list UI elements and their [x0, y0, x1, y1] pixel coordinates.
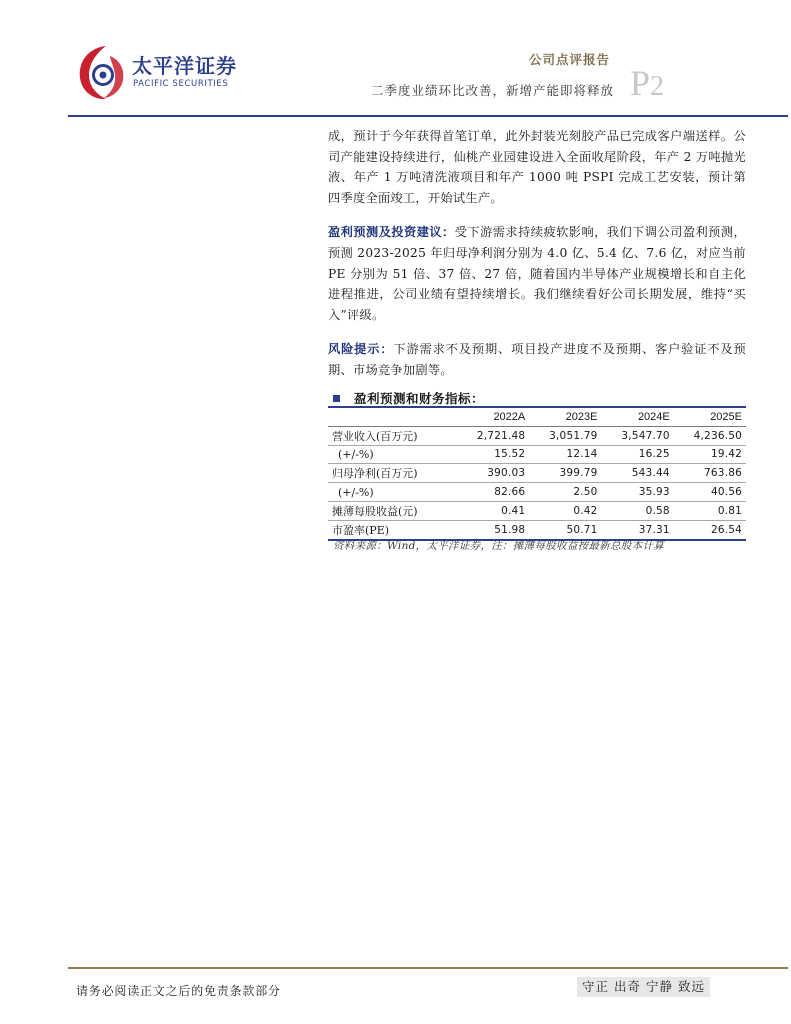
- page-letter: P: [630, 63, 651, 103]
- paragraph-capacity: 成，预计于今年获得首笔订单，此外封装光刻胶产品已完成客户端送样。公司产能建设持续进行，仙桃产业园建设进入全面收尾阶段，年产 2 万吨抛光液、年产 1 万吨清洗液项目和年产 1000 吨 PSPI 完成工艺安装，预计第四季度全面竣工，开始试生产。: [328, 129, 746, 205]
- table-cell: 35.93: [602, 483, 674, 502]
- table-source-note: 资料来源：Wind，太平洋证券，注：摊薄每股收益按最新总股本计算: [333, 540, 665, 552]
- row-label: (+/-%): [328, 483, 457, 502]
- table-cell: 51.98: [457, 520, 529, 539]
- report-body: [328, 126, 746, 395]
- table-cell: 40.56: [674, 483, 746, 502]
- row-label: 市盈率(PE): [328, 520, 457, 539]
- forecast-lead: 盈利预测及投资建议：: [328, 225, 455, 240]
- table-cell: 16.25: [602, 445, 674, 464]
- table-row: [328, 483, 746, 502]
- risk-lead: 风险提示：: [328, 342, 394, 357]
- row-label: (+/-%): [328, 445, 457, 464]
- table-header-cell: 2022A: [457, 408, 529, 426]
- brand-name-cn: 太平洋证券: [132, 54, 237, 78]
- pacific-securities-logo-icon: [76, 42, 128, 102]
- risk-text: 下游需求不及预期、项目投产进度不及预期、客户验证不及预期、市场竞争加剧等。: [328, 342, 746, 377]
- paragraph-risk: [328, 339, 746, 380]
- table-header-cell: 2025E: [674, 408, 746, 426]
- table-cell: 26.54: [674, 520, 746, 539]
- table-title: [333, 389, 484, 407]
- table-header-cell: 2024E: [602, 408, 674, 426]
- table-cell: 2,721.48: [457, 426, 529, 445]
- table-header-row: [328, 408, 746, 426]
- table-cell: 399.79: [529, 464, 601, 483]
- table-cell: 12.14: [529, 445, 601, 464]
- company-slogan: 守正 出奇 宁静 致远: [577, 977, 710, 997]
- table-cell: 4,236.50: [674, 426, 746, 445]
- table-cell: 82.66: [457, 483, 529, 502]
- table-title-text: 盈利预测和财务指标：: [354, 391, 485, 406]
- bullet-square-icon: [333, 395, 340, 402]
- table-cell: 763.86: [674, 464, 746, 483]
- table-cell: 390.03: [457, 464, 529, 483]
- table-cell: 0.42: [529, 501, 601, 520]
- table-cell: 3,547.70: [602, 426, 674, 445]
- table-cell: 37.31: [602, 520, 674, 539]
- footer-divider: [68, 967, 788, 969]
- table-cell: 50.71: [529, 520, 601, 539]
- table-cell: 0.58: [602, 501, 674, 520]
- table-cell: 543.44: [602, 464, 674, 483]
- financial-table: [328, 408, 746, 541]
- table-cell: 2.50: [529, 483, 601, 502]
- table-cell: 15.52: [457, 445, 529, 464]
- table-row: [328, 426, 746, 445]
- table-row: [328, 501, 746, 520]
- disclaimer-note: 请务必阅读正文之后的免责条款部分: [76, 984, 281, 998]
- table-cell: 0.41: [457, 501, 529, 520]
- table-cell: 3,051.79: [529, 426, 601, 445]
- table-row: [328, 445, 746, 464]
- page-number: [630, 62, 664, 104]
- table-row: [328, 464, 746, 483]
- report-subtitle: 二季度业绩环比改善，新增产能即将释放: [370, 83, 614, 98]
- row-label: 营业收入(百万元): [328, 426, 457, 445]
- forecast-text: 受下游需求持续疲软影响，我们下调公司盈利预测，预测 2023-2025 年归母净利润分别为 4.0 亿、5.4 亿、7.6 亿，对应当前 PE 分别为 51 倍、37 倍、27 倍，随着国内半导体产业规模增长和自主化进程推进，公司业绩有望持续增长。我们继续看好公司长期发展，维持“买入”评级。: [328, 225, 747, 322]
- brand-name-en: PACIFIC SECURITIES: [133, 79, 229, 89]
- report-type: 公司点评报告: [528, 52, 610, 67]
- row-label: 归母净利(百万元): [328, 464, 457, 483]
- row-label: 摊薄每股收益(元): [328, 501, 457, 520]
- header-divider: [68, 115, 788, 117]
- table-cell: 0.81: [674, 501, 746, 520]
- table-row: [328, 520, 746, 539]
- paragraph-forecast: [328, 222, 746, 325]
- table-header-cell: [328, 408, 457, 426]
- company-logo: [76, 42, 237, 104]
- page-digit: 2: [650, 71, 665, 102]
- table-header-cell: 2023E: [529, 408, 601, 426]
- table-cell: 19.42: [674, 445, 746, 464]
